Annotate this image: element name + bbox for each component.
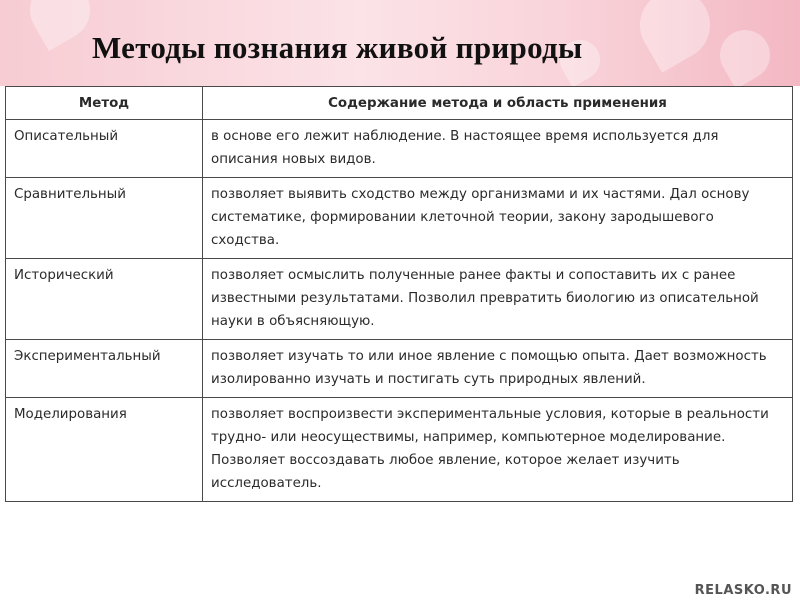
method-description: позволяет изучать то или иное явление с помощью опыта. Дает возможность изолированно изучать и постигать суть природных явлений.	[203, 340, 793, 398]
method-name: Описательный	[6, 120, 203, 178]
method-name: Экспериментальный	[6, 340, 203, 398]
method-name: Исторический	[6, 259, 203, 340]
method-name: Сравнительный	[6, 178, 203, 259]
table-row	[6, 178, 793, 259]
header-method: Метод	[6, 87, 203, 120]
header-description: Содержание метода и область применения	[203, 87, 793, 120]
slide-title: Методы познания живой природы	[92, 30, 583, 65]
table-row	[6, 340, 793, 398]
table-row	[6, 259, 793, 340]
method-description: позволяет воспроизвести экспериментальные условия, которые в реальности трудно- или неосуществимы, например, компьютерное моделирование. Позволяет воссоздавать любое явление, которое желает изучить исследователь.	[203, 398, 793, 502]
method-description: позволяет осмыслить полученные ранее факты и сопоставить их с ранее известными результатами. Позволил превратить биологию из описательной науки в объясняющую.	[203, 259, 793, 340]
table-row	[6, 120, 793, 178]
watermark: RELASKO.RU	[694, 583, 792, 598]
method-description: позволяет выявить сходство между организмами и их частями. Дал основу систематике, формировании клеточной теории, закону зародышевого сходства.	[203, 178, 793, 259]
methods-table	[5, 86, 793, 502]
method-description: в основе его лежит наблюдение. В настоящее время используется для описания новых видов.	[203, 120, 793, 178]
table-row	[6, 398, 793, 502]
table-header-row	[6, 87, 793, 120]
method-name: Моделирования	[6, 398, 203, 502]
